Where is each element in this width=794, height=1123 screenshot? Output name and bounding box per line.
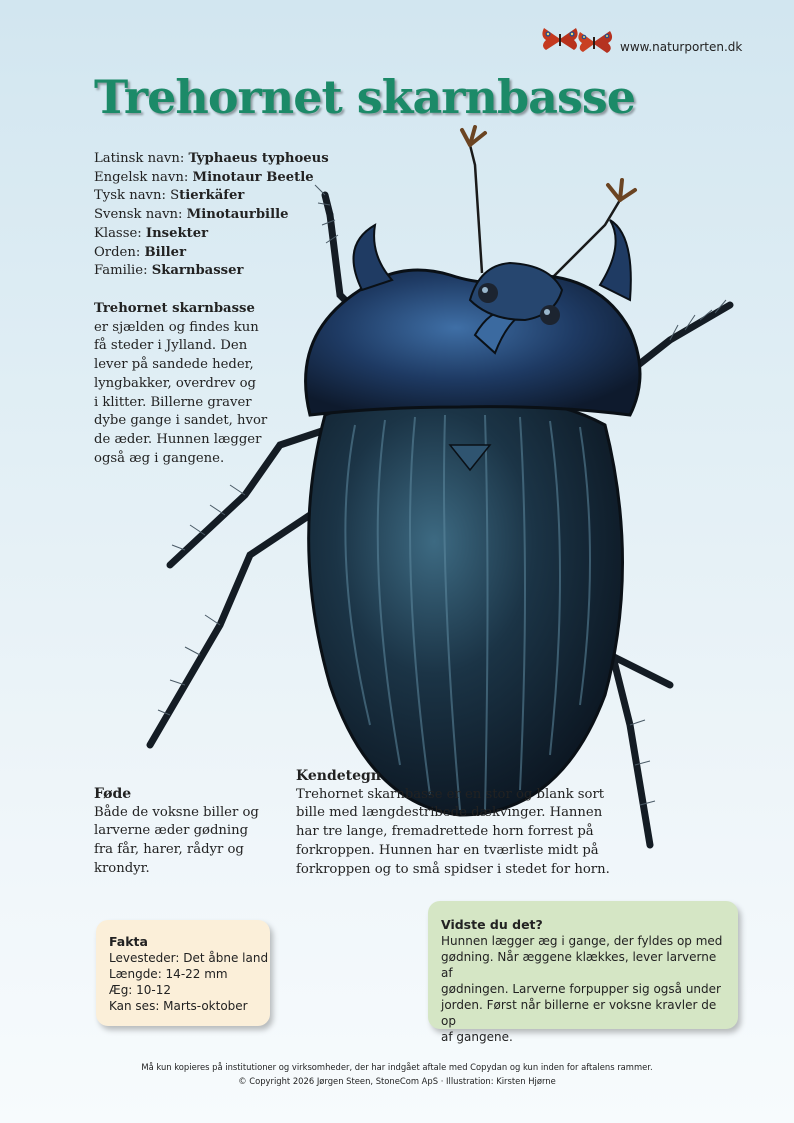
footer: [0, 1060, 794, 1088]
english-name-row: Engelsk navn: Minotaur Beetle: [94, 169, 314, 185]
features-line: forkroppen og to små spidser i stedet for horn.: [296, 861, 610, 877]
did-you-know-line: gødning. Når æggene klækkes, lever larverne af: [441, 950, 717, 980]
german-name-row: Tysk navn: Stierkäfer: [94, 188, 245, 204]
family-row: Familie: Skarnbasser: [94, 263, 244, 279]
latin-name-row: Latinsk navn: Typhaeus typhoeus: [94, 151, 329, 166]
facts-box: [96, 920, 270, 1026]
food-section: [94, 785, 274, 879]
food-line: fra får, harer, rådyr og: [94, 842, 244, 858]
order-row: Orden: Biller: [94, 244, 187, 260]
features-line: har tre lange, fremadrettede horn forrest på: [296, 824, 594, 840]
did-you-know-line: jorden. Først når billerne er voksne kravler de op: [441, 998, 717, 1028]
facts-row: Længde: 14-22 mm: [109, 967, 228, 981]
copy-notice: Må kun kopieres på institutioner og virksomheder, der har indgået aftale med Copydan og kun inden for aftalens rammer.: [141, 1062, 653, 1072]
swedish-name-row: Svensk navn: Minotaurbille: [94, 207, 289, 223]
intro-line: dybe gange i sandet, hvor: [94, 413, 268, 429]
intro-line: er sjælden og findes kun: [94, 319, 259, 335]
did-you-know-line: gødningen. Larverne forpupper sig også under: [441, 982, 721, 996]
features-section: [296, 767, 626, 879]
facts-row: Levesteder: Det åbne land: [109, 951, 269, 965]
intro-line: i klitter. Billerne graver: [94, 394, 252, 410]
food-line: larverne æder gødning: [94, 823, 249, 839]
features-line: Trehornet skarnbasse er en stor og blank sort: [296, 786, 605, 802]
facts-row: Æg: 10-12: [109, 983, 172, 997]
intro-line: lever på sandede heder,: [94, 357, 254, 373]
features-heading: Kendetegn: [296, 768, 381, 784]
intro-section: [94, 300, 284, 468]
copyright: © Copyright 2026 Jørgen Steen, StoneCom ApS · Illustration: Kirsten Hjørne: [238, 1076, 556, 1086]
did-you-know-heading: Vidste du det?: [441, 917, 543, 932]
page-title: Trehornet skarnbasse: [94, 70, 636, 124]
features-line: forkroppen. Hunnen har en tværliste midt på: [296, 842, 599, 858]
site-url[interactable]: www.naturporten.dk: [620, 40, 743, 54]
did-you-know-line: Hunnen lægger æg i gange, der fyldes op med: [441, 934, 723, 948]
names-list: [94, 150, 329, 281]
features-line: bille med længdestribede dækvinger. Hannen: [296, 805, 603, 821]
food-line: Både de voksne biller og: [94, 804, 259, 820]
intro-line: få steder i Jylland. Den: [94, 338, 248, 354]
food-heading: Føde: [94, 786, 132, 802]
intro-line: lyngbakker, overdrev og: [94, 375, 257, 391]
butterflies-icon: [538, 22, 618, 56]
facts-heading: Fakta: [109, 934, 148, 949]
intro-line: de æder. Hunnen lægger: [94, 431, 262, 447]
did-you-know-line: af gangene.: [441, 1030, 513, 1044]
did-you-know-box: [428, 901, 738, 1044]
food-line: krondyr.: [94, 860, 150, 876]
intro-heading: Trehornet skarnbasse: [94, 301, 255, 316]
intro-line: også æg i gangene.: [94, 450, 225, 466]
facts-row: Kan ses: Marts-oktober: [109, 999, 248, 1013]
class-row: Klasse: Insekter: [94, 225, 209, 241]
